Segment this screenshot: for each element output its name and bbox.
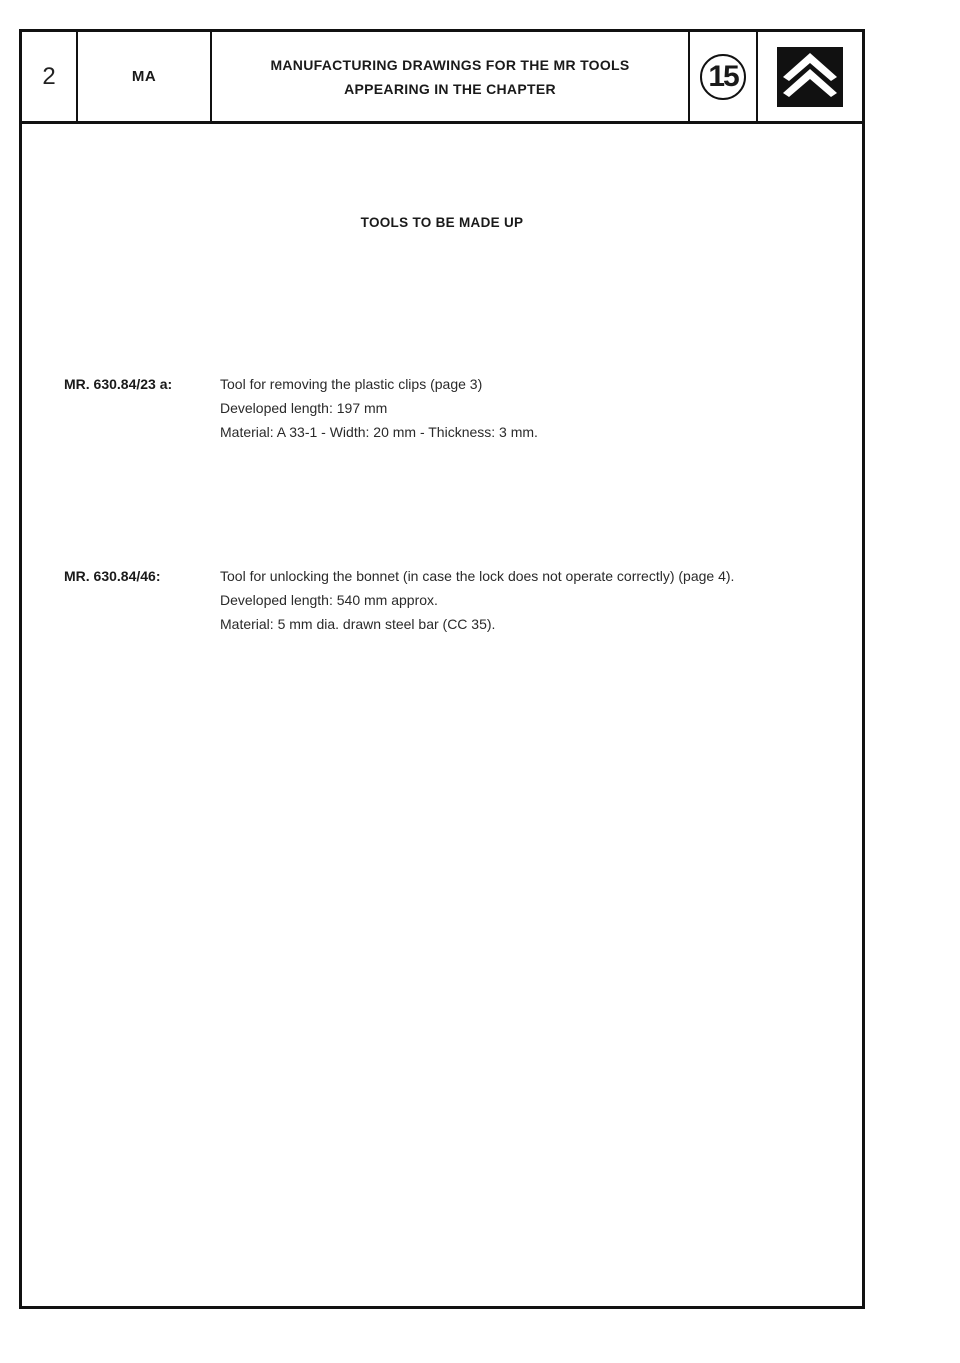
page-header — [22, 32, 862, 124]
section-heading: TOOLS TO BE MADE UP — [360, 215, 524, 230]
tool-length-line: Developed length: 540 mm approx. — [220, 592, 438, 608]
page-frame — [19, 29, 865, 1309]
manual-code: MA — [131, 68, 157, 85]
logo-cell — [758, 32, 862, 121]
chapter-cell — [690, 32, 758, 121]
tool-description-line: Tool for removing the plastic clips (page 3) — [220, 376, 483, 392]
header-title-line-1: MANUFACTURING DRAWINGS FOR THE MR TOOLS — [270, 56, 630, 73]
tool-material-line: Material: A 33-1 - Width: 20 mm - Thickness: 3 mm. — [220, 424, 538, 440]
tool-code: MR. 630.84/46: — [64, 568, 161, 584]
header-title-line-2: APPEARING IN THE CHAPTER — [344, 80, 556, 97]
chapter-badge — [700, 54, 746, 100]
double-chevron-logo-icon — [777, 47, 843, 107]
tool-code: MR. 630.84/23 a: — [64, 376, 173, 392]
chapter-number: 15 — [708, 59, 738, 93]
tool-length-line: Developed length: 197 mm — [220, 400, 388, 416]
page-number-cell — [22, 32, 78, 121]
tool-description-line: Tool for unlocking the bonnet (in case the lock does not operate correctly) (page 4). — [220, 568, 735, 584]
tool-description — [220, 564, 734, 636]
page-number: 2 — [42, 62, 56, 90]
manual-code-cell — [78, 32, 212, 121]
header-title-cell — [212, 32, 690, 121]
tool-description — [220, 372, 538, 444]
tool-material-line: Material: 5 mm dia. drawn steel bar (CC 35). — [220, 616, 496, 632]
